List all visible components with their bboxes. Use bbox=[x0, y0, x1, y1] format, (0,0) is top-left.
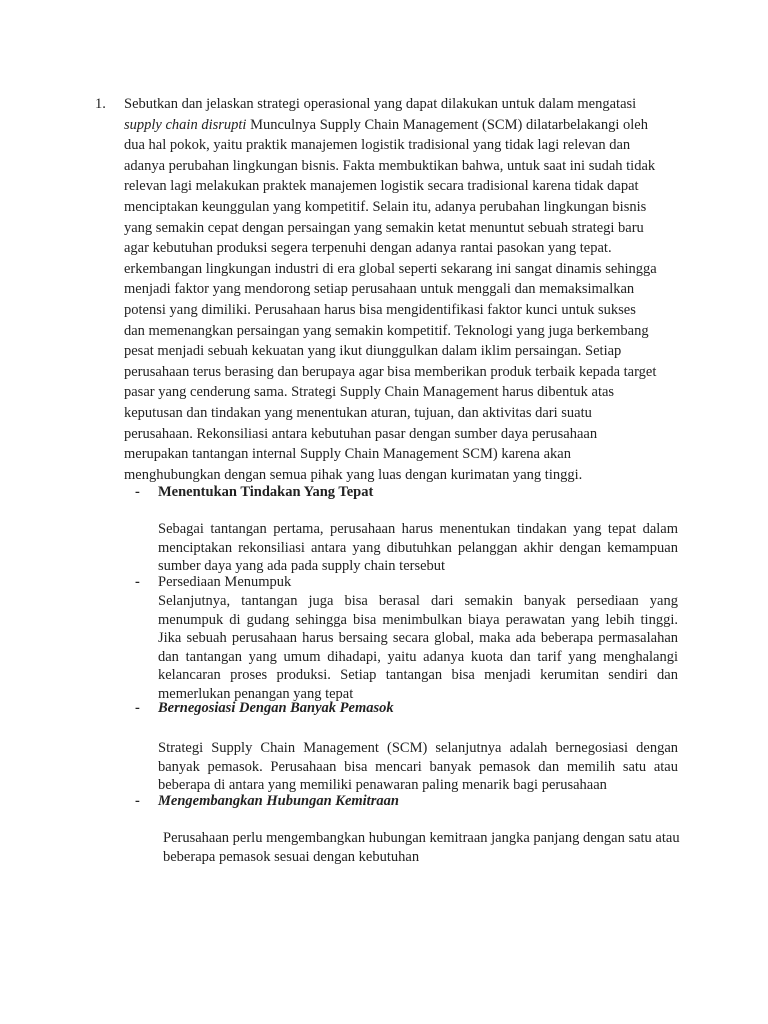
answer-text: Munculnya Supply Chain Management (SCM) dilatarbelakangi oleh dua hal pokok, yaitu praktik manajemen logistik tradisional yang tidak lagi relevan dan adanya perubahan lingkungan bisnis. Fakta membuktikan bahwa, untuk saat ini sudah tidak relevan lagi melakukan praktek manajemen logistik secara tradisional karena tidak dapat menciptakan keunggulan yang kompetitif. Selain itu, adanya perubahan lingkungan bisnis yang semakin cepat dengan persaingan yang semakin ketat menuntut sebuah strategi baru agar kebutuhan produksi segera terpenuhi dengan adanya rantai pasokan yang tepat. erkembangan lingkungan industri di era global seperti sekarang ini sangat dinamis sehingga menjadi faktor yang mendorong setiap perusahaan untuk menggali dan memaksimalkan potensi yang dimiliki. Perusahaan harus bisa mengidentifikasi faktor kunci untuk sukses dan memenangkan persaingan yang semakin kompetitif. Teknologi yang juga berkembang pesat menjadi sebuah kekuatan yang ikut diunggulkan dalam iklim persaingan. Setiap perusahaan terus berasing dan berupaya agar bisa memberikan produk terbaik kepada target pasar yang cenderung sama. Strategi Supply Chain Management harus dibentuk atas keputusan dan tindakan yang menentukan aturan, tujuan, dan aktivitas dari suatu perusahaan. Rekonsiliasi antara kebutuhan pasar dengan sumber daya perusahaan merupakan tantangan internal Supply Chain Management SCM) karena akan menghubungkan dengan semua pihak yang luas dengan kurimatan yang tinggi. bbox=[124, 116, 657, 483]
bullet-text-kemitraan: Perusahaan perlu mengembangkan hubungan kemitraan jangka panjang dengan satu atau beberapa pemasok sesuai dengan kebutuhan bbox=[163, 830, 680, 865]
question-prompt-italic: supply chain disrupti bbox=[124, 116, 247, 133]
bullet-dash: - bbox=[135, 574, 140, 590]
bullet-title-persediaan: Persediaan Menumpuk bbox=[158, 574, 292, 590]
question-paragraph bbox=[124, 94, 659, 485]
question-prompt: Sebutkan dan jelaskan strategi operasional yang dapat dilakukan untuk dalam mengatasi bbox=[124, 96, 637, 112]
bullet-dash: - bbox=[135, 700, 140, 716]
bullet-text-menentukan: Sebagai tantangan pertama, perusahaan harus menentukan tindakan yang tepat dalam menciptakan rekonsiliasi antara yang dibutuhkan pelanggan akhir dengan kemampuan sumber daya yang ada pada supply chain tersebut bbox=[158, 521, 678, 574]
question-body bbox=[124, 94, 659, 485]
bullet-text-bernegosiasi: Strategi Supply Chain Management (SCM) selanjutnya adalah bernegosiasi dengan banyak pemasok. Perusahaan bisa mencari banyak pemasok dan memilih satu atau beberapa di antara yang memiliki penawaran paling menarik bagi perusahaan bbox=[158, 740, 678, 793]
bullet-text-persediaan: Selanjutnya, tantangan juga bisa berasal dari semakin banyak persediaan yang menumpuk di gudang sehingga bisa menimbulkan biaya perawatan yang lebih tinggi. Jika sebuah perusahaan harus bersaing secara global, maka ada beberapa permasalahan dan tantangan yang umum dihadapi, yaitu adanya kuota dan tarif yang menghalangi kelancaran proses produksi. Setiap tantangan bisa menjadi kerumitan sendiri dan memerlukan penangan yang tepat bbox=[158, 593, 678, 702]
bullet-dash: - bbox=[135, 484, 140, 500]
question-number: 1. bbox=[95, 96, 106, 112]
bullet-title-kemitraan: Mengembangkan Hubungan Kemitraan bbox=[158, 793, 399, 809]
bullet-title-bernegosiasi: Bernegosiasi Dengan Banyak Pemasok bbox=[158, 700, 394, 716]
bullet-dash: - bbox=[135, 793, 140, 809]
bullet-title-menentukan: Menentukan Tindakan Yang Tepat bbox=[158, 484, 374, 500]
